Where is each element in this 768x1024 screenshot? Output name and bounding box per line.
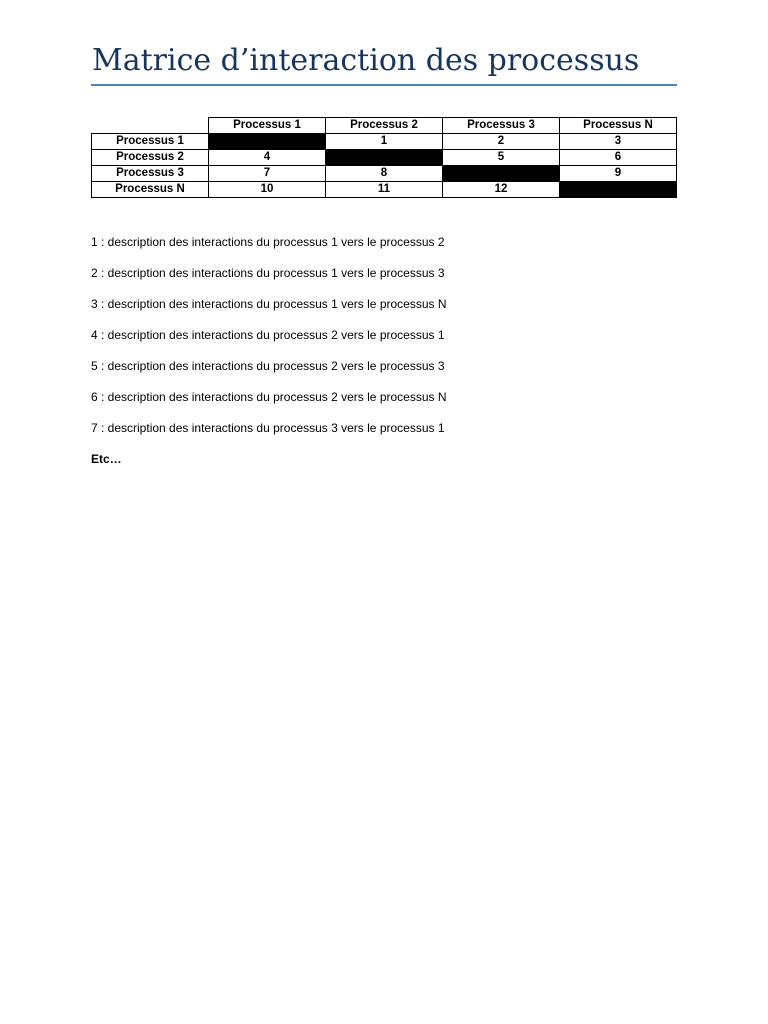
matrix-cell: 10 — [209, 182, 326, 198]
matrix-cell: 7 — [209, 166, 326, 182]
matrix-corner-cell — [92, 118, 209, 134]
interaction-notes — [91, 234, 681, 482]
matrix-row-processus-n — [92, 182, 677, 198]
matrix-cell-diagonal — [443, 166, 560, 182]
matrix-cell: 12 — [443, 182, 560, 198]
row-header-processus-1: Processus 1 — [92, 134, 209, 150]
matrix-cell-diagonal — [560, 182, 677, 198]
matrix-cell: 1 — [326, 134, 443, 150]
matrix-cell: 2 — [443, 134, 560, 150]
note-6: 6 : description des interactions du processus 2 vers le processus N — [91, 390, 447, 404]
matrix-cell-diagonal — [209, 134, 326, 150]
matrix-cell: 8 — [326, 166, 443, 182]
matrix-header-row — [92, 118, 677, 134]
column-header-processus-2: Processus 2 — [326, 118, 443, 134]
column-header-processus-3: Processus 3 — [443, 118, 560, 134]
row-header-processus-3: Processus 3 — [92, 166, 209, 182]
note-5: 5 : description des interactions du processus 2 vers le processus 3 — [91, 359, 445, 373]
matrix-cell: 6 — [560, 150, 677, 166]
matrix-cell: 9 — [560, 166, 677, 182]
matrix-cell-diagonal — [326, 150, 443, 166]
note-7: 7 : description des interactions du processus 3 vers le processus 1 — [91, 421, 445, 435]
etc-label: Etc… — [91, 452, 122, 466]
matrix-cell: 4 — [209, 150, 326, 166]
matrix-row-processus-1 — [92, 134, 677, 150]
note-2: 2 : description des interactions du processus 1 vers le processus 3 — [91, 266, 445, 280]
document-title: Matrice d’interaction des processus — [92, 43, 640, 78]
note-1: 1 : description des interactions du processus 1 vers le processus 2 — [91, 235, 445, 249]
note-4: 4 : description des interactions du processus 2 vers le processus 1 — [91, 328, 445, 342]
matrix-row-processus-3 — [92, 166, 677, 182]
matrix-row-processus-2 — [92, 150, 677, 166]
row-header-processus-2: Processus 2 — [92, 150, 209, 166]
matrix-cell: 3 — [560, 134, 677, 150]
column-header-processus-n: Processus N — [560, 118, 677, 134]
title-underline — [91, 84, 677, 86]
row-header-processus-n: Processus N — [92, 182, 209, 198]
interaction-matrix — [91, 117, 677, 198]
matrix-cell: 11 — [326, 182, 443, 198]
note-3: 3 : description des interactions du processus 1 vers le processus N — [91, 297, 447, 311]
column-header-processus-1: Processus 1 — [209, 118, 326, 134]
matrix-cell: 5 — [443, 150, 560, 166]
